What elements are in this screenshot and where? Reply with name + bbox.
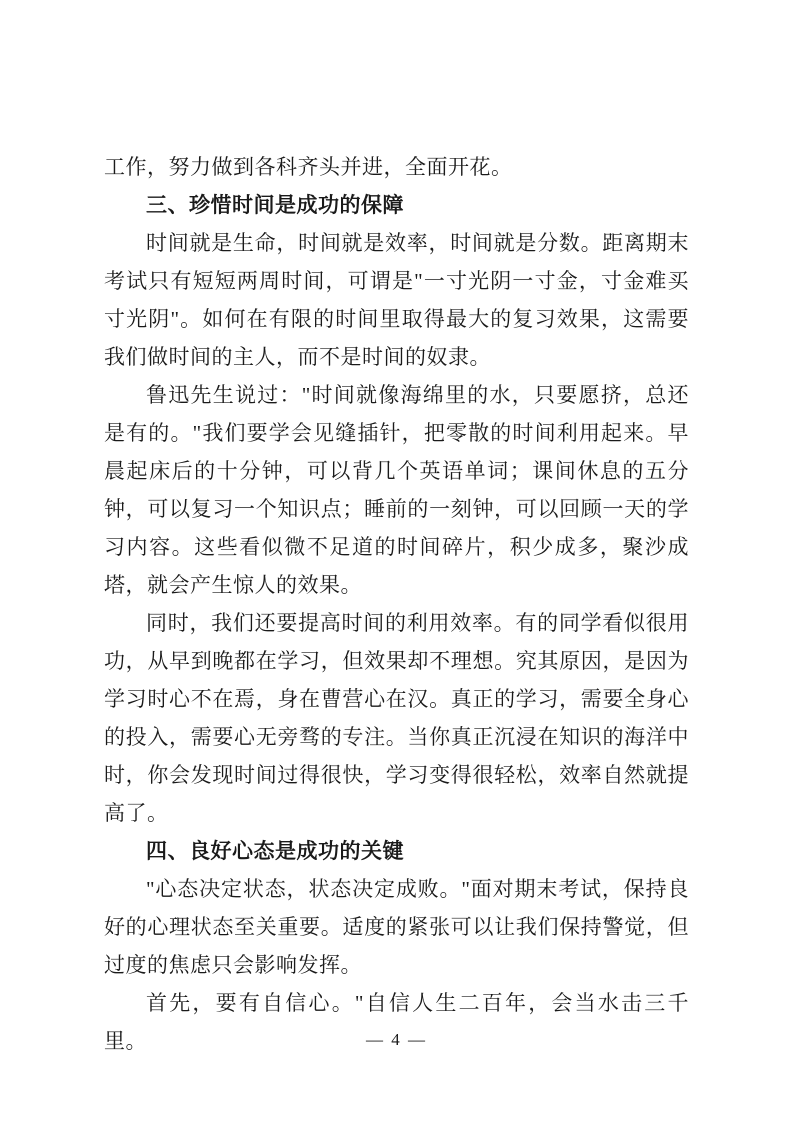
section-heading-3: 三、珍惜时间是成功的保障 xyxy=(146,193,404,217)
section-heading-4: 四、良好心态是成功的关键 xyxy=(146,839,404,863)
document-body xyxy=(104,148,689,1060)
paragraph: 时间就是生命，时间就是效率，时间就是分数。距离期末考试只有短短两周时间，可谓是"一寸光阴一寸金，寸金难买寸光阴"。如何在有限的时间里取得最大的复习效果，这需要我们做时间的主人，而不是时间的奴隶。 xyxy=(104,231,689,369)
paragraph: 首先，要有自信心。"自信人生二百年，会当水击三千里。 xyxy=(104,991,689,1053)
paragraph-continuation: 工作，努力做到各科齐头并进，全面开花。 xyxy=(104,155,513,179)
paragraph: "心态决定状态，状态决定成败。"面对期末考试，保持良好的心理状态至关重要。适度的紧张可以让我们保持警觉，但过度的焦虑只会影响发挥。 xyxy=(104,877,689,977)
paragraph: 鲁迅先生说过："时间就像海绵里的水，只要愿挤，总还是有的。"我们要学会见缝插针，把零散的时间利用起来。早晨起床后的十分钟，可以背几个英语单词；课间休息的五分钟，可以复习一个知识点；睡前的一刻钟，可以回顾一天的学习内容。这些看似微不足道的时间碎片，积少成多，聚沙成塔，就会产生惊人的效果。 xyxy=(104,383,689,597)
page-number: — 4 — xyxy=(366,1030,427,1049)
paragraph: 同时，我们还要提高时间的利用效率。有的同学看似很用功，从早到晚都在学习，但效果却不理想。究其原因，是因为学习时心不在焉，身在曹营心在汉。真正的学习，需要全身心的投入，需要心无旁骛的专注。当你真正沉浸在知识的海洋中时，你会发现时间过得很快，学习变得很轻松，效率自然就提高了。 xyxy=(104,611,689,825)
